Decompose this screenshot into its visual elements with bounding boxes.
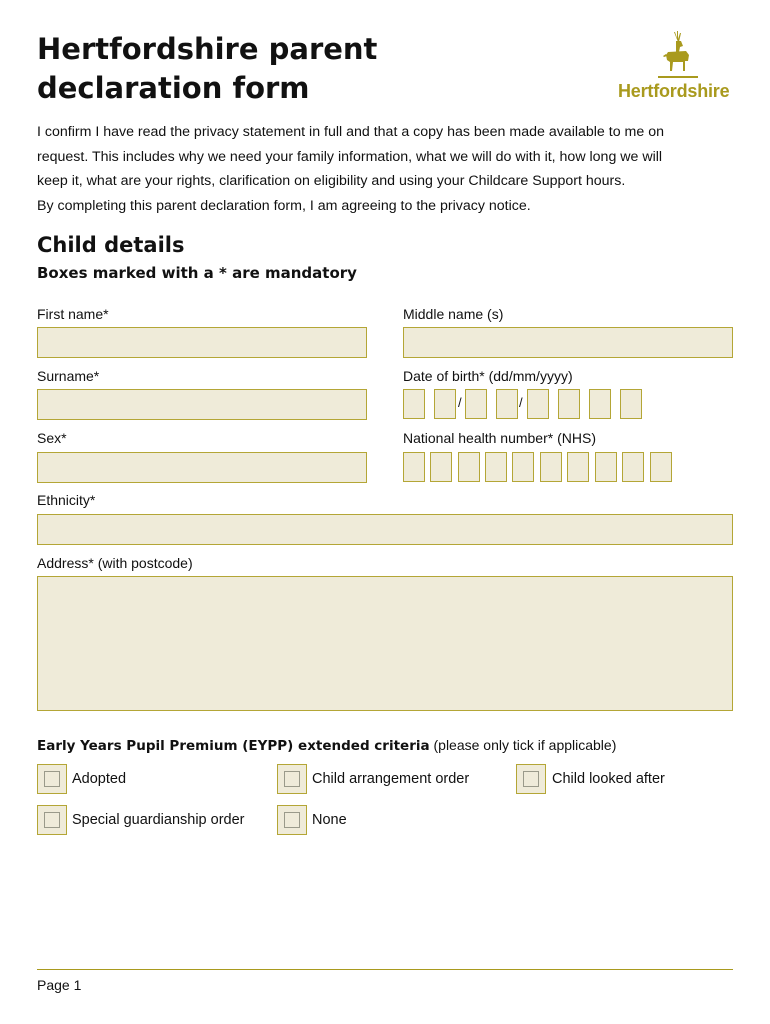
checkbox-label-child-looked-after: Child looked after	[552, 771, 665, 787]
checkbox-special-guardianship-order[interactable]	[37, 805, 67, 835]
title-line-2: declaration form	[37, 71, 310, 105]
first-name-label: First name*	[37, 306, 109, 322]
checkbox-child-looked-after[interactable]	[516, 764, 546, 794]
first-name-input[interactable]	[37, 327, 367, 358]
hertfordshire-logo	[612, 30, 736, 104]
checkbox-label-none: None	[312, 812, 347, 828]
logo-text: Hertfordshire	[618, 81, 730, 101]
surname-input[interactable]	[37, 389, 367, 420]
checkbox-box	[284, 812, 300, 828]
eypp-heading-note: (please only tick if applicable)	[429, 737, 617, 753]
intro-line: keep it, what are your rights, clarification on eligibility and using your Childcare Support hours.	[37, 173, 626, 189]
privacy-statement	[37, 120, 737, 218]
nhs-digit[interactable]	[403, 452, 425, 482]
checkbox-none[interactable]	[277, 805, 307, 835]
section-subheading: Boxes marked with a * are mandatory	[37, 264, 357, 282]
dob-year-digit-3[interactable]	[589, 389, 611, 419]
eypp-heading	[37, 737, 616, 754]
dob-separator: /	[458, 395, 462, 410]
dob-day-digit-2[interactable]	[434, 389, 456, 419]
dob-day-digit-1[interactable]	[403, 389, 425, 419]
dob-separator: /	[519, 395, 523, 410]
address-textarea[interactable]	[37, 576, 733, 711]
dob-year-digit-2[interactable]	[558, 389, 580, 419]
checkbox-box	[284, 771, 300, 787]
nhs-digit[interactable]	[622, 452, 644, 482]
checkbox-adopted[interactable]	[37, 764, 67, 794]
section-heading: Child details	[37, 233, 185, 257]
nhs-digit[interactable]	[430, 452, 452, 482]
nhs-digit[interactable]	[567, 452, 589, 482]
dob-year-digit-4[interactable]	[620, 389, 642, 419]
intro-line: request. This includes why we need your family information, what we will do with it, how long we will	[37, 148, 663, 165]
ethnicity-label: Ethnicity*	[37, 492, 96, 508]
sex-input[interactable]	[37, 452, 367, 483]
ethnicity-input[interactable]	[37, 514, 733, 545]
checkbox-label-child-arrangement-order: Child arrangement order	[312, 771, 470, 787]
middle-name-label: Middle name (s)	[403, 306, 504, 322]
checkbox-label-adopted: Adopted	[72, 771, 127, 787]
checkbox-label-special-guardianship-order: Special guardianship order	[72, 812, 245, 828]
stag-icon	[658, 30, 698, 80]
nhs-digit[interactable]	[485, 452, 507, 482]
footer-divider	[37, 969, 733, 970]
nhs-digit[interactable]	[512, 452, 534, 482]
dob-year-digit-1[interactable]	[527, 389, 549, 419]
checkbox-box	[44, 771, 60, 787]
address-label: Address* (with postcode)	[37, 555, 193, 571]
nhs-digit[interactable]	[458, 452, 480, 482]
dob-month-digit-2[interactable]	[496, 389, 518, 419]
nhs-digit[interactable]	[540, 452, 562, 482]
checkbox-box	[44, 812, 60, 828]
middle-name-input[interactable]	[403, 327, 733, 358]
checkbox-box	[523, 771, 539, 787]
page-title	[37, 30, 477, 108]
nhs-digit[interactable]	[650, 452, 672, 482]
intro-line: By completing this parent declaration form, I am agreeing to the privacy notice.	[37, 197, 531, 214]
sex-label: Sex*	[37, 430, 67, 446]
nhs-digit[interactable]	[595, 452, 617, 482]
surname-label: Surname*	[37, 368, 100, 384]
dob-month-digit-1[interactable]	[465, 389, 487, 419]
dob-label: Date of birth* (dd/mm/yyyy)	[403, 368, 573, 384]
title-line-1: Hertfordshire parent	[37, 32, 378, 66]
nhs-label: National health number* (NHS)	[403, 430, 596, 446]
checkbox-child-arrangement-order[interactable]	[277, 764, 307, 794]
eypp-heading-bold: Early Years Pupil Premium (EYPP) extended criteria	[37, 738, 430, 754]
intro-line: I confirm I have read the privacy statement in full and that a copy has been made available to me on	[37, 124, 664, 140]
page-number: Page 1	[37, 977, 82, 993]
